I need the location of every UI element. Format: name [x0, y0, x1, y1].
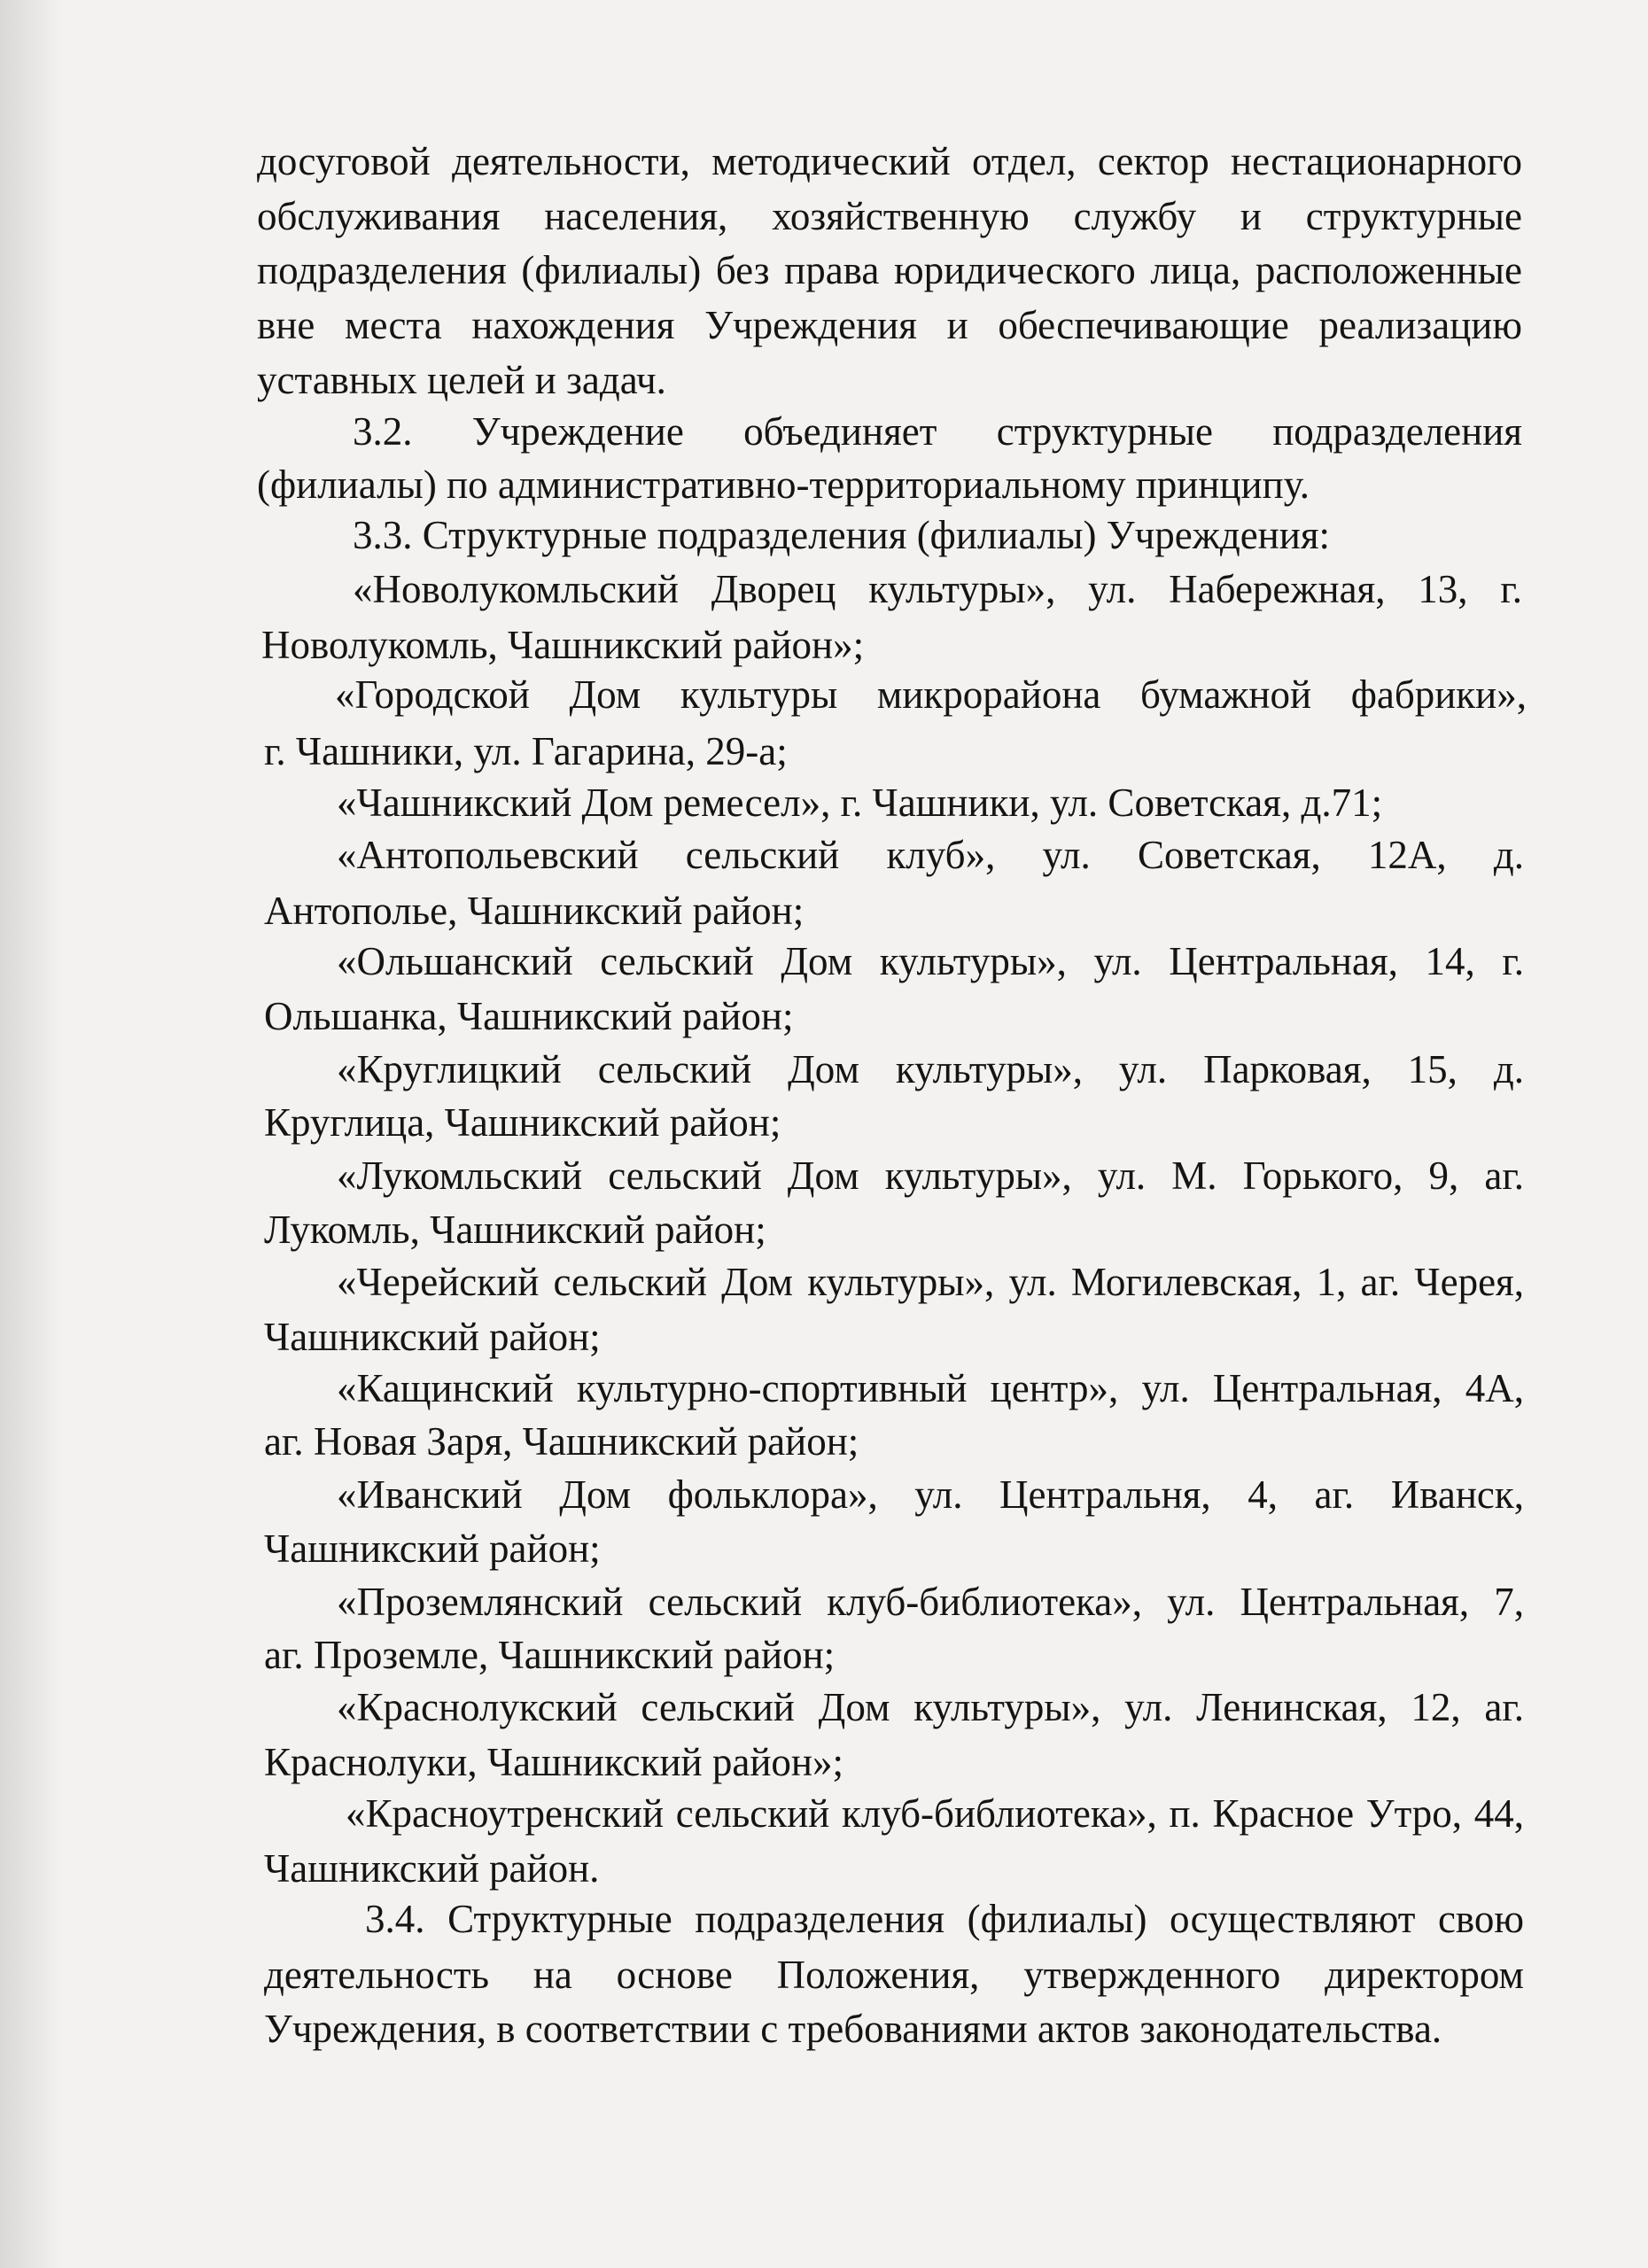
text-line: «Иванский Дом фольклора», ул. Центральня, 4, аг. Иванск,: [337, 1472, 1524, 1517]
text-line: Лукомль, Чашникский район;: [264, 1208, 766, 1252]
text-line: подразделения (филиалы) без права юридического лица, расположенные: [257, 248, 1522, 292]
text-line: Чашникский район;: [264, 1526, 601, 1571]
text-line: 3.4. Структурные подразделения (филиалы) осуществляют свою: [365, 1897, 1524, 1941]
text-line: «Лукомльский сельский Дом культуры», ул. М. Горького, 9, аг.: [337, 1153, 1524, 1198]
text-line: Антополье, Чашникский район;: [264, 889, 805, 933]
text-line: Круглица, Чашникский район;: [264, 1100, 781, 1145]
text-line: «Городской Дом культуры микрорайона бумажной фабрики»,: [335, 672, 1527, 717]
text-line: аг. Новая Заря, Чашникский район;: [264, 1419, 859, 1464]
text-line: «Антопольевский сельский клуб», ул. Советская, 12А, д.: [337, 833, 1524, 877]
text-line: уставных целей и задач.: [257, 358, 666, 402]
text-line: Краснолуки, Чашникский район»;: [264, 1740, 844, 1784]
text-line: «Краснолукский сельский Дом культуры», ул. Ленинская, 12, аг.: [337, 1685, 1524, 1729]
text-line: Чашникский район;: [264, 1315, 601, 1359]
text-line: Новолукомль, Чашникский район»;: [261, 623, 865, 667]
text-line: досуговой деятельности, методический отдел, сектор нестационарного: [257, 139, 1522, 183]
text-line: «Новолукомльский Дворец культуры», ул. Набережная, 13, г.: [353, 567, 1522, 611]
text-line: «Проземлянский сельский клуб-библиотека», ул. Центральная, 7,: [337, 1580, 1524, 1624]
text-line: Ольшанка, Чашникский район;: [264, 994, 794, 1038]
text-line: Чашникский район.: [264, 1846, 600, 1891]
text-line: «Чашникский Дом ремесел», г. Чашники, ул. Советская, д.71;: [337, 781, 1383, 825]
text-line: «Круглицкий сельский Дом культуры», ул. Парковая, 15, д.: [337, 1047, 1524, 1091]
text-line: «Ольшанский сельский Дом культуры», ул. Центральная, 14, г.: [337, 939, 1524, 983]
text-line: Учреждения, в соответствии с требованиями актов законодательства.: [264, 2007, 1442, 2051]
text-line: «Кащинский культурно-спортивный центр», ул. Центральная, 4А,: [337, 1366, 1524, 1410]
text-line: обслуживания населения, хозяйственную службу и структурные: [257, 194, 1522, 238]
text-line: 3.3. Структурные подразделения (филиалы) Учреждения:: [353, 513, 1331, 557]
text-line: «Черейский сельский Дом культуры», ул. Могилевская, 1, аг. Черея,: [337, 1260, 1524, 1304]
text-line: г. Чашники, ул. Гагарина, 29-а;: [264, 729, 788, 773]
text-line: вне места нахождения Учреждения и обеспечивающие реализацию: [257, 303, 1522, 347]
text-line: аг. Проземле, Чашникский район;: [264, 1633, 836, 1677]
text-line: деятельность на основе Положения, утвержденного директором: [264, 1953, 1524, 1997]
text-line: «Красноутренский сельский клуб-библиотека», п. Красное Утро, 44,: [346, 1791, 1524, 1836]
text-line: 3.2. Учреждение объединяет структурные подразделения: [353, 409, 1522, 454]
text-line: (филиалы) по административно-территориальному принципу.: [257, 462, 1310, 507]
